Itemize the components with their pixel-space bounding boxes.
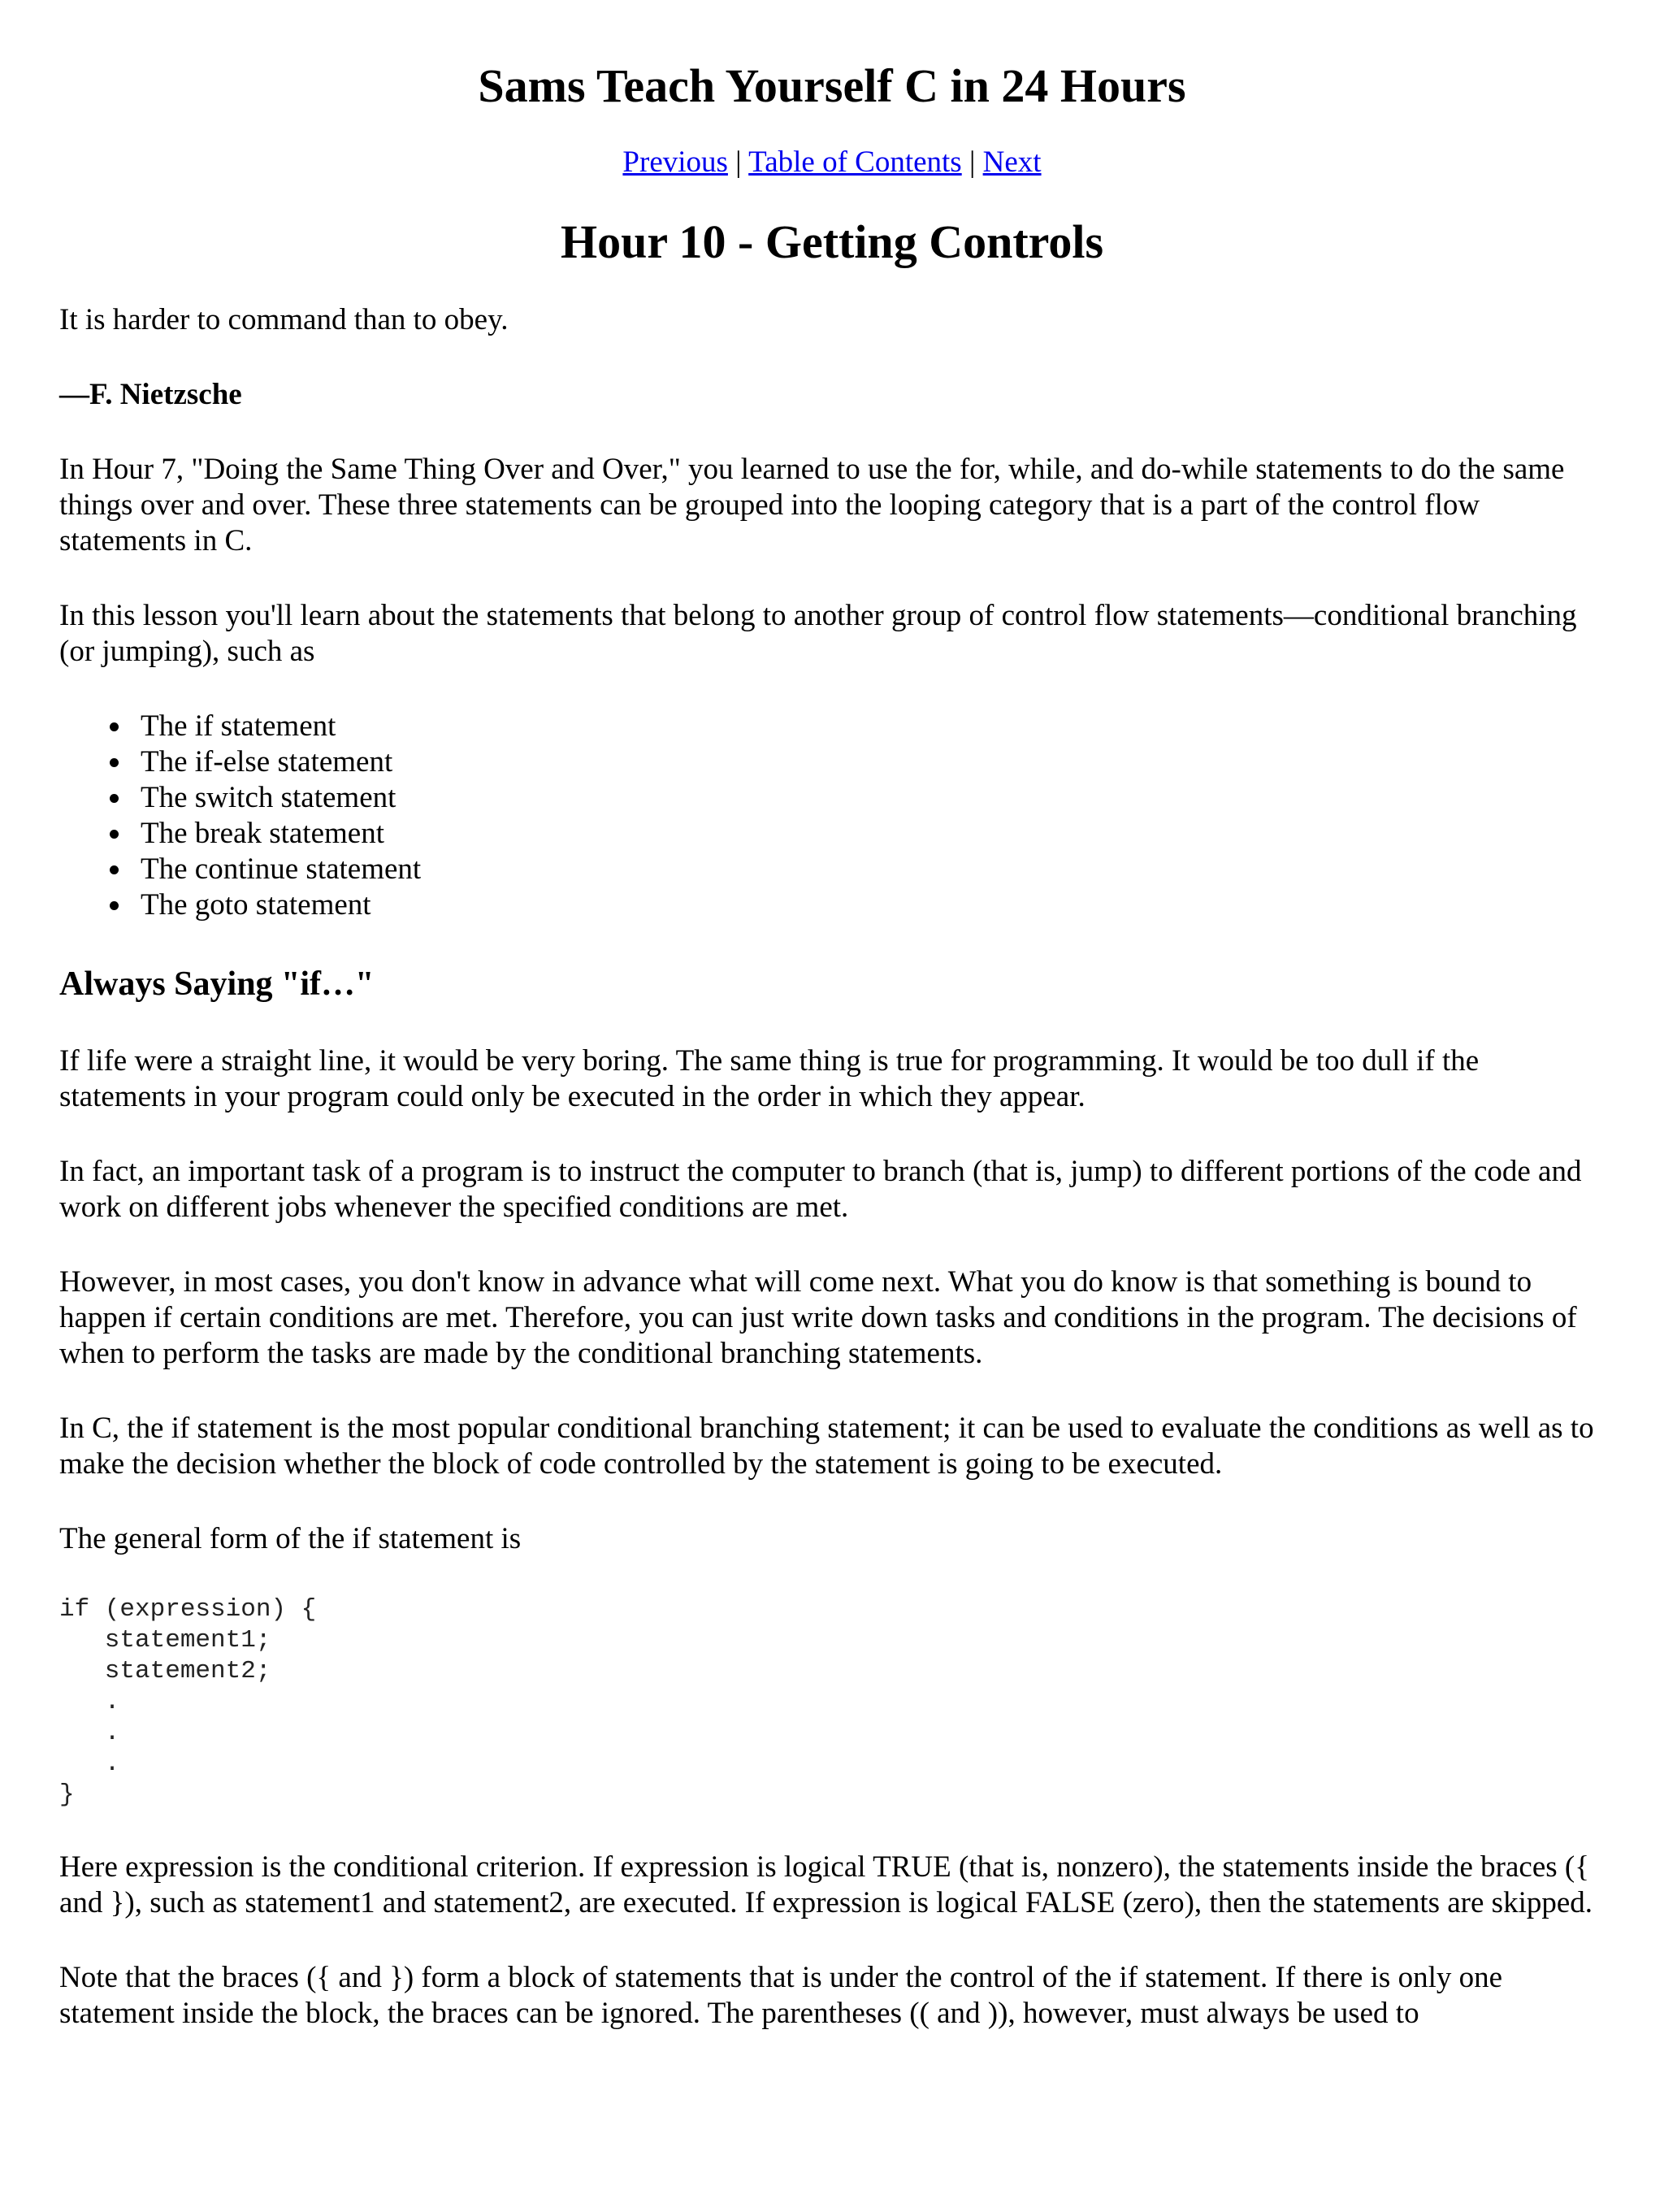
section-paragraph-7: Note that the braces ({ and }) form a block of statements that is under the control of the if statement. If there is only one statement inside the block, the braces can be ignored. The parentheses (( and )), however, must always be used to [59,1961,1503,2030]
page [0,59,1664,2032]
section-heading: Always Saying "if…" [59,965,375,1003]
list-item [141,780,1605,816]
list-item-text: The goto statement [141,888,371,922]
section-paragraph-2: In fact, an important task of a program is to instruct the computer to branch (that is, jump) to different portions of the code and work on different jobs whenever the specified conditions are met. [59,1155,1582,1224]
section-paragraph-1: If life were a straight line, it would be very boring. The same thing is true for programming. It would be too dull if the statements in your program could only be executed in the order in which they appear. [59,1044,1480,1113]
list-item-text: The break statement [141,817,384,850]
list-item [141,887,1605,923]
code-block: if (expression) { statement1; statement2; . . . } [59,1595,317,1809]
book-title: Sams Teach Yourself C in 24 Hours [478,59,1186,112]
section-paragraph-3: However, in most cases, you don't know in advance what will come next. What you do know is that something is bound to happen if certain conditions are met. Therefore, you can just write down tasks and conditions in the program. The decisions of when to perform the tasks are made by the conditional branching statements. [59,1265,1577,1370]
previous-link[interactable]: Previous [622,145,728,179]
bullet-icon [110,830,119,839]
list-item [141,816,1605,852]
section-paragraph-6: Here expression is the conditional criterion. If expression is logical TRUE (that is, nonzero), the statements inside the braces ({ and }), such as statement1 and statement2, are executed. If expression is logical FALSE (zero), then the statements are skipped. [59,1850,1593,1919]
epigraph-author: —F. Nietzsche [59,378,242,411]
statement-list [59,709,1605,923]
intro-paragraph-2: In this lesson you'll learn about the statements that belong to another group of control flow statements—conditional branching (or jumping), such as [59,599,1577,668]
next-link[interactable]: Next [982,145,1042,179]
nav-separator: | [961,145,983,179]
list-item-text: The if statement [141,709,336,743]
nav-separator: | [727,145,749,179]
list-item-text: The if-else statement [141,745,393,779]
chapter-nav [59,145,1605,180]
list-item [141,852,1605,887]
table-of-contents-link[interactable]: Table of Contents [748,145,962,179]
bullet-icon [110,758,119,767]
chapter-title: Hour 10 - Getting Controls [560,215,1104,268]
list-item [141,744,1605,780]
list-item [141,709,1605,744]
list-item-text: The switch statement [141,781,396,814]
bullet-icon [110,722,119,731]
section-paragraph-4: In C, the if statement is the most popular conditional branching statement; it can be used to evaluate the conditions as well as to make the decision whether the block of code controlled by the statement is going to be executed. [59,1412,1594,1481]
epigraph-quote: It is harder to command than to obey. [59,303,509,336]
intro-paragraph-1: In Hour 7, "Doing the Same Thing Over and Over," you learned to use the for, while, and do-while statements to do the same things over and over. These three statements can be grouped into the looping category that is a part of the control flow statements in C. [59,453,1565,557]
bullet-icon [110,865,119,874]
bullet-icon [110,794,119,803]
bullet-icon [110,901,119,910]
section-paragraph-5: The general form of the if statement is [59,1522,522,1555]
list-item-text: The continue statement [141,852,422,886]
